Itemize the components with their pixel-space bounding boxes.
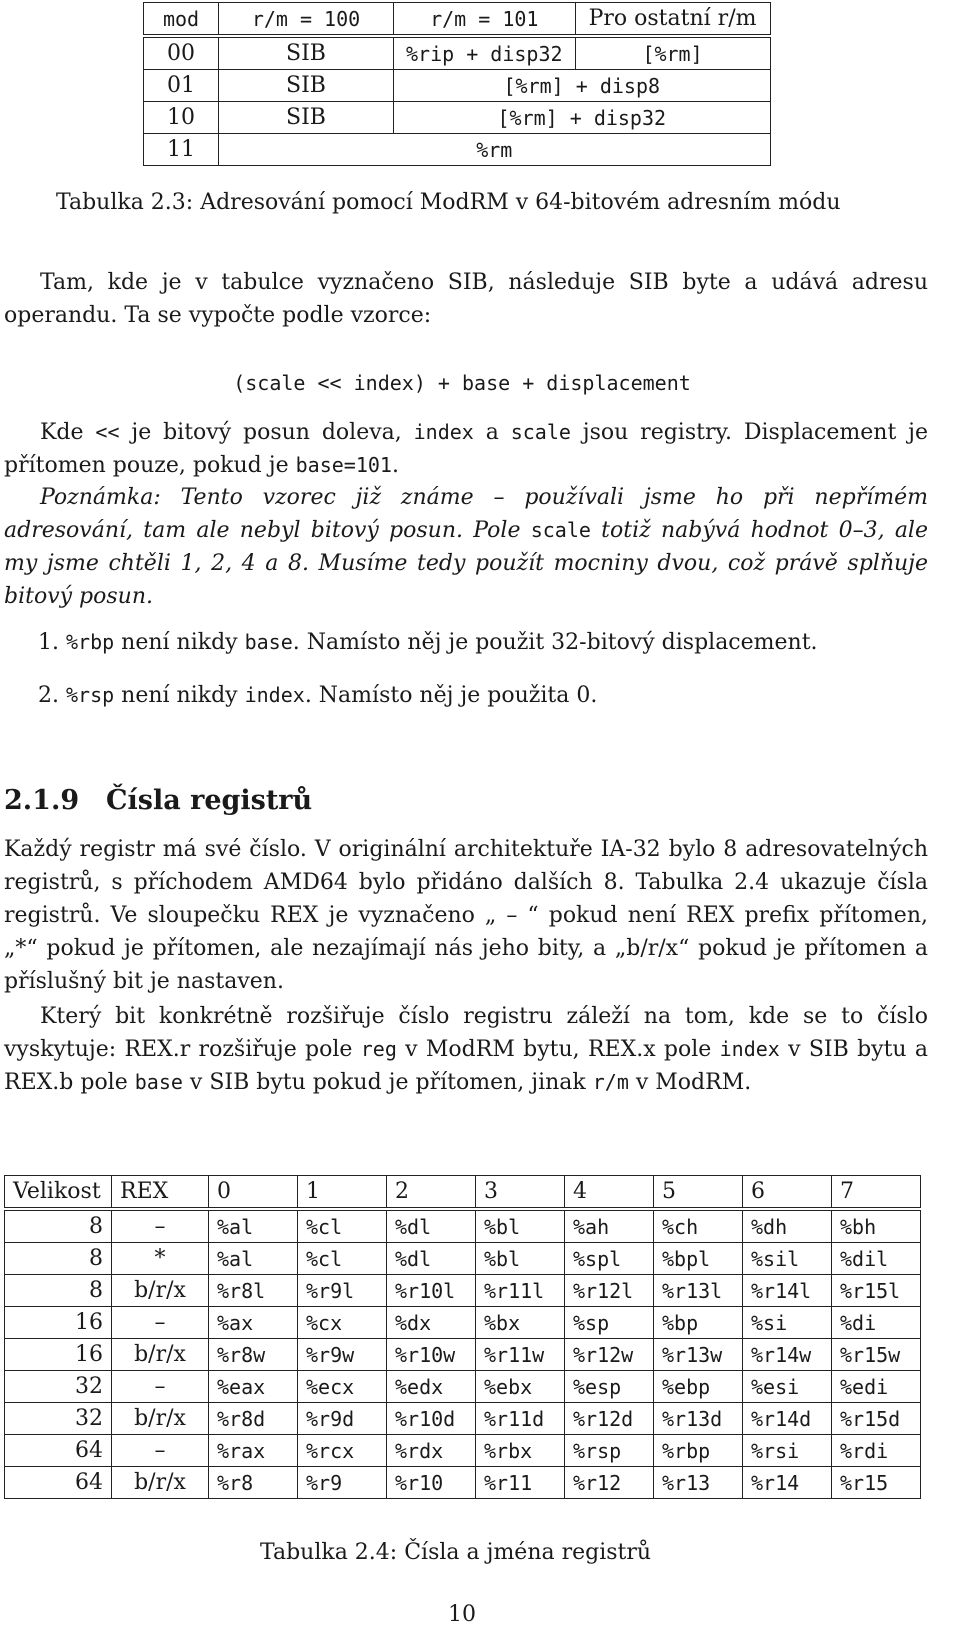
table-cell: –: [112, 1435, 209, 1467]
table-cell: b/r/x: [112, 1339, 209, 1371]
text-span: v SIB bytu a REX.b pole: [4, 1037, 929, 1095]
table-cell: %al: [209, 1243, 298, 1275]
table-cell: %r15d: [832, 1403, 921, 1435]
text-span: v ModRM.: [628, 1070, 752, 1095]
text-span: Který bit konkrétně rozšiřuje číslo registru záleží na tom, kde se to číslo vyskytuje: REX.r rozšiřuje pole: [4, 1004, 928, 1062]
code-span: reg: [360, 1037, 397, 1061]
table-cell: %rbp: [654, 1435, 743, 1467]
table-row: [144, 70, 771, 102]
table-cell: %r9: [298, 1467, 387, 1499]
table-header-cell: 6: [743, 1176, 832, 1210]
table-cell: %r15: [832, 1467, 921, 1499]
table-cell: %bpl: [654, 1243, 743, 1275]
section-heading: [4, 785, 312, 816]
code-span: index: [719, 1037, 780, 1061]
table-cell: %cx: [298, 1307, 387, 1339]
table-cell: %r11: [476, 1467, 565, 1499]
table-cell: 16: [5, 1339, 112, 1371]
paragraph: Každý registr má své číslo. V originální architektuře IA-32 bylo 8 adresovatelných registrů, s příchodem AMD64 bylo přidáno dalších 8. Tabulka 2.4 ukazuje čísla registrů. Ve sloupečku REX je vyznačeno „ – “ pokud není REX prefix přítomen, „*“ pokud je přítomen, ale nezajímají nás jeho bity, a „b/r/x“ pokud je přítomen a příslušný bit je nastaven.: [4, 837, 928, 994]
table-cell: %bx: [476, 1307, 565, 1339]
table-cell: 8: [5, 1209, 112, 1243]
table-cell: %r14l: [743, 1275, 832, 1307]
text-span: a: [473, 420, 511, 445]
table-cell: %ebp: [654, 1371, 743, 1403]
list-number: 1.: [38, 630, 59, 655]
text-span: je bitový posun doleva,: [119, 420, 414, 445]
code-span: <<: [95, 420, 120, 444]
text-span: jsou registry. Displacement je přítomen pouze, pokud je: [4, 420, 928, 478]
list-item: [38, 630, 818, 655]
page-number: 10: [448, 1602, 476, 1627]
table-cell: %r9w: [298, 1339, 387, 1371]
text-span: v SIB bytu pokud je přítomen, jinak: [182, 1070, 593, 1095]
table-header-cell: [575, 3, 770, 37]
modrm-table: [143, 2, 771, 166]
table-cell: %r15l: [832, 1275, 921, 1307]
table-cell: *: [112, 1243, 209, 1275]
table-cell: %r9d: [298, 1403, 387, 1435]
table-row: [5, 1371, 921, 1403]
table-cell: %esp: [565, 1371, 654, 1403]
register-table-body: [5, 1176, 921, 1499]
table-header-row: [144, 3, 771, 37]
table-cell: %bp: [654, 1307, 743, 1339]
table-cell: %r12: [565, 1467, 654, 1499]
table-cell: 32: [5, 1371, 112, 1403]
table-header-cell: 5: [654, 1176, 743, 1210]
table-cell: %bl: [476, 1243, 565, 1275]
paragraph: Tam, kde je v tabulce vyznačeno SIB, následuje SIB byte a udává adresu operandu. Ta se vypočte podle vzorce:: [4, 270, 928, 328]
table-cell: %r12l: [565, 1275, 654, 1307]
table-cell: 01: [144, 70, 219, 102]
table-header-cell: 2: [387, 1176, 476, 1210]
table-cell: 11: [144, 134, 219, 166]
list-number: 2.: [38, 683, 59, 708]
code-span: index: [413, 420, 474, 444]
table-cell: b/r/x: [112, 1275, 209, 1307]
table-row: [144, 36, 771, 70]
table-cell: [%rm] + disp8: [394, 70, 771, 102]
table-row: [5, 1275, 921, 1307]
code-span: %rbp: [66, 630, 115, 654]
table-cell: %ch: [654, 1209, 743, 1243]
table-cell: %edx: [387, 1371, 476, 1403]
table-cell: %r8d: [209, 1403, 298, 1435]
table-row: [5, 1339, 921, 1371]
table-cell: b/r/x: [112, 1403, 209, 1435]
table-cell: %r8l: [209, 1275, 298, 1307]
table-cell: %r13w: [654, 1339, 743, 1371]
paragraph: [4, 416, 928, 482]
code-span: base: [244, 630, 293, 654]
table-cell: 8: [5, 1243, 112, 1275]
table-cell: %rsp: [565, 1435, 654, 1467]
table-cell: –: [112, 1209, 209, 1243]
table-row: [5, 1435, 921, 1467]
table-cell: %rcx: [298, 1435, 387, 1467]
table-row: [5, 1243, 921, 1275]
table-cell: %r10l: [387, 1275, 476, 1307]
table-cell: %r11w: [476, 1339, 565, 1371]
table-row: [5, 1403, 921, 1435]
list-item: [38, 683, 597, 708]
table-header-cell: 7: [832, 1176, 921, 1210]
table-cell: %dl: [387, 1209, 476, 1243]
table-row: [144, 102, 771, 134]
table-cell: %rax: [209, 1435, 298, 1467]
table-cell: %esi: [743, 1371, 832, 1403]
table-cell: %r8: [209, 1467, 298, 1499]
table-cell: %rip + disp32: [394, 36, 576, 70]
table-cell: %di: [832, 1307, 921, 1339]
table-cell: %dil: [832, 1243, 921, 1275]
table-cell: %r13: [654, 1467, 743, 1499]
table-caption: Tabulka 2.4: Čísla a jména registrů: [260, 1540, 652, 1565]
text-span: není nikdy: [114, 630, 245, 655]
table-cell: 8: [5, 1275, 112, 1307]
code-span: scale: [530, 518, 591, 542]
table-cell: 64: [5, 1435, 112, 1467]
table-cell: SIB: [219, 102, 394, 134]
table-cell: %r14: [743, 1467, 832, 1499]
text-span: . Namísto něj je použit 32-bitový displacement.: [292, 630, 818, 655]
table-header-cell: 3: [476, 1176, 565, 1210]
table-cell: –: [112, 1371, 209, 1403]
code-span: r/m: [592, 1070, 629, 1094]
code-span: index: [244, 683, 305, 707]
table-cell: %r11d: [476, 1403, 565, 1435]
table-cell: %edi: [832, 1371, 921, 1403]
table-cell: b/r/x: [112, 1467, 209, 1499]
table-cell: %r15w: [832, 1339, 921, 1371]
table-cell: %rsi: [743, 1435, 832, 1467]
code-span: %rsp: [66, 683, 115, 707]
section-title: Čísla registrů: [106, 785, 313, 816]
table-cell: %r10: [387, 1467, 476, 1499]
table-header-cell: REX: [112, 1176, 209, 1210]
register-table: [4, 1175, 921, 1499]
table-cell: %r10d: [387, 1403, 476, 1435]
table-header-row: [5, 1176, 921, 1210]
table-cell: %r13l: [654, 1275, 743, 1307]
table-cell: %ebx: [476, 1371, 565, 1403]
table-cell: %ecx: [298, 1371, 387, 1403]
table-cell: %r9l: [298, 1275, 387, 1307]
table-cell: %sil: [743, 1243, 832, 1275]
table-cell: %dl: [387, 1243, 476, 1275]
table-cell: %rm: [219, 134, 771, 166]
code-span: scale: [510, 420, 571, 444]
table-header-cell: 0: [209, 1176, 298, 1210]
table-cell: %rdi: [832, 1435, 921, 1467]
table-header-text: Pro ostatní r/m: [588, 6, 757, 31]
table-cell: 00: [144, 36, 219, 70]
table-row: [5, 1467, 921, 1499]
text-span: .: [391, 453, 399, 478]
table-header-cell: Velikost: [5, 1176, 112, 1210]
note-paragraph: [4, 481, 928, 613]
table-cell: %r14d: [743, 1403, 832, 1435]
text-span: . Namísto něj je použita 0.: [304, 683, 598, 708]
table-cell: SIB: [219, 70, 394, 102]
table-cell: –: [112, 1307, 209, 1339]
table-row: [144, 134, 771, 166]
formula: (scale << index) + base + displacement: [233, 371, 691, 395]
table-header-cell: 4: [565, 1176, 654, 1210]
table-cell: %bl: [476, 1209, 565, 1243]
text-span: Kde: [40, 420, 96, 445]
table-cell: %r12d: [565, 1403, 654, 1435]
table-cell: %dx: [387, 1307, 476, 1339]
table-caption: Tabulka 2.3: Adresování pomocí ModRM v 64-bitovém adresním módu: [56, 190, 841, 215]
table-cell: %dh: [743, 1209, 832, 1243]
table-cell: %ah: [565, 1209, 654, 1243]
table-cell: %r13d: [654, 1403, 743, 1435]
table-header-cell: 1: [298, 1176, 387, 1210]
table-cell: [%rm] + disp32: [394, 102, 771, 134]
table-cell: %r12w: [565, 1339, 654, 1371]
table-cell: %rbx: [476, 1435, 565, 1467]
table-cell: %rdx: [387, 1435, 476, 1467]
table-cell: %bh: [832, 1209, 921, 1243]
table-cell: %r14w: [743, 1339, 832, 1371]
table-cell: [%rm]: [575, 36, 770, 70]
table-cell: %sp: [565, 1307, 654, 1339]
table-cell: SIB: [219, 36, 394, 70]
table-cell: 16: [5, 1307, 112, 1339]
table-cell: %r8w: [209, 1339, 298, 1371]
text-span: totiž nabývá hodnot 0–3, ale my jsme chtěli 1, 2, 4 a 8. Musíme tedy použít mocniny dvou, což právě splňuje bitový posun.: [4, 518, 928, 609]
code-span: base: [134, 1070, 183, 1094]
table-header-cell: r/m = 101: [394, 3, 576, 37]
section-number: 2.1.9: [4, 785, 80, 816]
table-cell: 10: [144, 102, 219, 134]
table-cell: %ax: [209, 1307, 298, 1339]
table-cell: %si: [743, 1307, 832, 1339]
paragraph: [4, 1000, 928, 1099]
table-header-cell: r/m = 100: [219, 3, 394, 37]
table-cell: %eax: [209, 1371, 298, 1403]
table-cell: %r10w: [387, 1339, 476, 1371]
table-row: [5, 1209, 921, 1243]
text-span: není nikdy: [114, 683, 245, 708]
table-cell: %r11l: [476, 1275, 565, 1307]
table-cell: %cl: [298, 1243, 387, 1275]
text-span: Poznámka: Tento vzorec již známe – používali jsme ho při nepřímém adresování, tam ale nebyl bitový posun. Pole: [4, 485, 928, 543]
table-cell: %cl: [298, 1209, 387, 1243]
table-cell: 32: [5, 1403, 112, 1435]
table-cell: %spl: [565, 1243, 654, 1275]
text-span: v ModRM bytu, REX.x pole: [396, 1037, 720, 1062]
table-cell: 64: [5, 1467, 112, 1499]
table-row: [5, 1307, 921, 1339]
table-header-cell: mod: [144, 3, 219, 37]
code-span: base=101: [295, 453, 392, 477]
table-cell: %al: [209, 1209, 298, 1243]
